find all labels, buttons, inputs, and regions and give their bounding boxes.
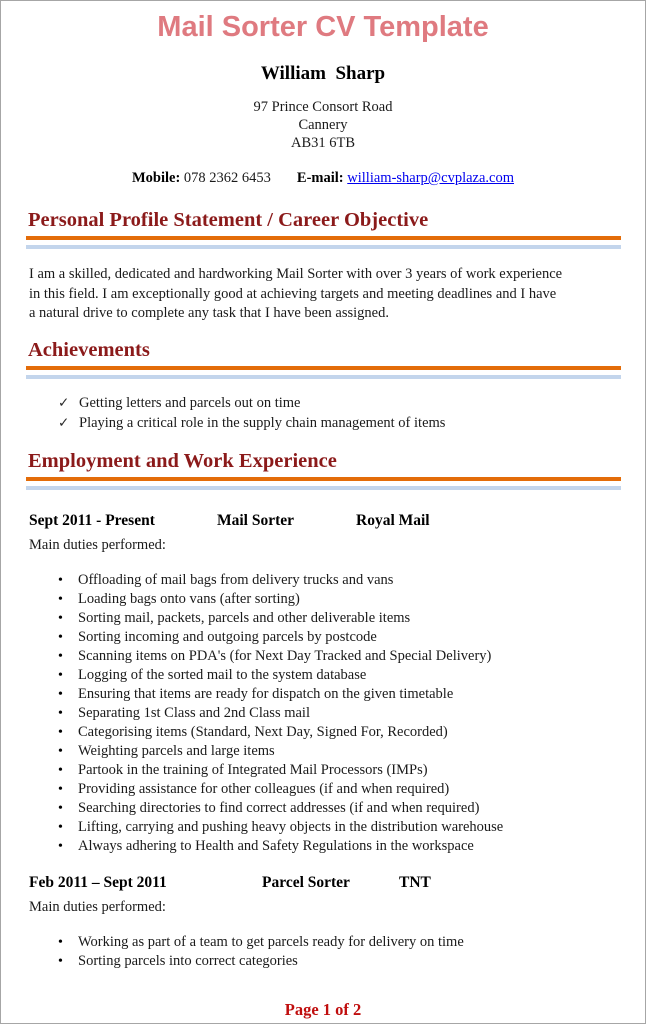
- job-title: Mail Sorter: [217, 511, 295, 529]
- bullet-icon: •: [58, 724, 63, 740]
- duty-item: [58, 628, 605, 647]
- job-entry: [1, 873, 645, 971]
- duty-item: [58, 780, 605, 799]
- blue-rule: [26, 375, 621, 379]
- duty-item: [58, 666, 605, 685]
- duty-text: Sorting parcels into correct categories: [78, 952, 298, 969]
- bullet-icon: •: [58, 953, 63, 969]
- bullet-icon: •: [58, 781, 63, 797]
- profile-section-heading: Personal Profile Statement / Career Objective: [28, 209, 429, 231]
- address-line: 97 Prince Consort Road: [253, 99, 393, 115]
- bullet-icon: •: [58, 629, 63, 645]
- duty-text: Separating 1st Class and 2nd Class mail: [78, 704, 310, 721]
- duties-label: Main duties performed:: [29, 898, 166, 915]
- address-block: [1, 98, 645, 152]
- duty-item: [58, 761, 605, 780]
- mobile-value: 078 2362 6453: [180, 170, 271, 186]
- mobile-label: Mobile:: [131, 170, 181, 186]
- duty-item: [58, 704, 605, 723]
- email-link[interactable]: william-sharp@cvplaza.com: [347, 170, 515, 186]
- bullet-icon: •: [58, 686, 63, 702]
- duty-text: Loading bags onto vans (after sorting): [78, 590, 300, 607]
- duty-text: Lifting, carrying and pushing heavy objects in the distribution warehouse: [78, 818, 504, 835]
- duty-item: [58, 609, 605, 628]
- duty-text: Logging of the sorted mail to the system database: [78, 666, 367, 683]
- duty-item: [58, 799, 605, 818]
- check-icon: ✓: [58, 394, 70, 410]
- job-dates: Sept 2011 - Present: [29, 511, 155, 529]
- duty-text: Weighting parcels and large items: [78, 742, 275, 759]
- person-name: William Sharp: [260, 63, 386, 84]
- duty-text: Working as part of a team to get parcels ready for delivery on time: [78, 933, 464, 950]
- duty-item: [58, 933, 605, 952]
- duty-item: [58, 571, 605, 590]
- duty-item: [58, 647, 605, 666]
- job-header: [29, 873, 645, 892]
- duties-list: [58, 933, 605, 971]
- duty-text: Sorting incoming and outgoing parcels by postcode: [78, 628, 377, 645]
- duty-item: [58, 952, 605, 971]
- duty-text: Scanning items on PDA's (for Next Day Tracked and Special Delivery): [78, 647, 492, 664]
- check-icon: ✓: [58, 415, 70, 430]
- bullet-icon: •: [58, 705, 63, 721]
- employment-section-heading: Employment and Work Experience: [28, 449, 337, 472]
- duty-item: [58, 723, 605, 742]
- duty-text: Providing assistance for other colleagues (if and when required): [78, 780, 450, 797]
- bullet-icon: •: [58, 591, 63, 607]
- bullet-icon: •: [58, 743, 63, 759]
- achievement-item: [58, 393, 605, 414]
- address-line: Cannery: [298, 117, 348, 133]
- job-dates: Feb 2011 – Sept 2011: [29, 873, 167, 891]
- profile-statement: I am a skilled, dedicated and hardworking Mail Sorter with over 3 years of work experience in this field. I am exceptionally good at achieving targets and meeting deadlines and I have a natural drive to complete any task that I have been assigned.: [29, 266, 563, 321]
- job-header: [29, 511, 645, 530]
- bullet-icon: •: [58, 667, 63, 683]
- duty-text: Partook in the training of Integrated Mail Processors (IMPs): [78, 761, 428, 778]
- bullet-icon: •: [58, 648, 63, 664]
- duty-text: Sorting mail, packets, parcels and other deliverable items: [78, 609, 411, 626]
- bullet-icon: •: [58, 762, 63, 778]
- contact-line: [1, 169, 645, 187]
- page-title: Mail Sorter CV Template: [157, 11, 489, 43]
- duty-item: [58, 590, 605, 609]
- page-number: Page 1 of 2: [284, 999, 362, 1019]
- orange-rule: [26, 366, 621, 370]
- bullet-icon: •: [58, 934, 63, 950]
- duty-item: [58, 837, 605, 856]
- duty-item: [58, 742, 605, 761]
- address-line: AB31 6TB: [290, 135, 356, 151]
- job-title: Parcel Sorter: [262, 873, 350, 891]
- blue-rule: [26, 245, 621, 249]
- bullet-icon: •: [58, 838, 63, 854]
- achievement-text: Playing a critical role in the supply chain management of items: [79, 415, 446, 431]
- duty-text: Categorising items (Standard, Next Day, Signed For, Recorded): [78, 723, 448, 740]
- duty-text: Always adhering to Health and Safety Regulations in the workspace: [78, 837, 474, 854]
- duty-text: Ensuring that items are ready for dispatch on the given timetable: [78, 685, 454, 702]
- job-company: TNT: [399, 873, 431, 891]
- email-label: E-mail:: [296, 170, 344, 186]
- achievements-section-heading: Achievements: [28, 338, 150, 361]
- duty-item: [58, 818, 605, 837]
- duties-list: [58, 571, 605, 856]
- orange-rule: [26, 236, 621, 240]
- achievement-text: Getting letters and parcels out on time: [79, 394, 301, 411]
- job-company: Royal Mail: [356, 511, 430, 529]
- bullet-icon: •: [58, 572, 63, 588]
- duty-text: Offloading of mail bags from delivery trucks and vans: [78, 571, 394, 588]
- duty-item: [58, 685, 605, 704]
- duties-label: Main duties performed:: [29, 536, 166, 553]
- bullet-icon: •: [58, 800, 63, 816]
- bullet-icon: •: [58, 819, 63, 835]
- blue-rule: [26, 486, 621, 490]
- achievements-list: [58, 393, 605, 434]
- bullet-icon: •: [58, 610, 63, 626]
- duty-text: Searching directories to find correct addresses (if and when required): [78, 799, 480, 816]
- job-entry: [1, 511, 645, 856]
- achievement-item: [58, 413, 605, 434]
- orange-rule: [26, 477, 621, 481]
